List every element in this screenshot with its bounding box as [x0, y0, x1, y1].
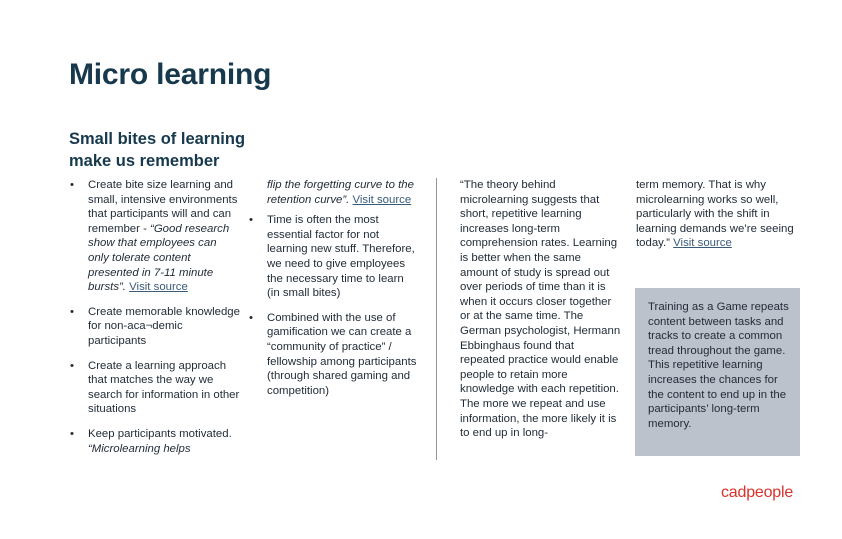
- bullet-quote: “Microlearning helps: [88, 442, 191, 455]
- column-1: [70, 178, 240, 466]
- continued-quote-text: flip the forgetting curve to the retention curve”.: [267, 179, 414, 206]
- theory-quote-continued: [636, 178, 800, 251]
- column-divider: [436, 178, 437, 460]
- bullet-text: Create bite size learning and small, intensive environments that participants will and can remember -: [88, 179, 238, 235]
- visit-source-link[interactable]: Visit source: [352, 193, 412, 206]
- bullet-quote: “Good research show that employees can only tolerate content presented in 7-11 minute bursts”.: [88, 222, 230, 294]
- bullet-text: Keep participants motivated.: [88, 427, 232, 440]
- list-item: [249, 213, 419, 301]
- page-title: Micro learning: [69, 58, 272, 91]
- visit-source-link[interactable]: Visit source: [673, 237, 732, 250]
- list-item: [70, 359, 240, 417]
- page-subtitle: Small bites of learning make us remember: [69, 130, 246, 170]
- bullet-list-1: [70, 178, 240, 456]
- visit-source-link[interactable]: Visit source: [129, 281, 188, 294]
- list-item: [70, 427, 240, 456]
- cadpeople-logo: cadpeople: [721, 484, 794, 501]
- continued-quote: [249, 178, 419, 207]
- bullet-list-2: [249, 213, 419, 398]
- highlight-box-text: Training as a Game repeats content between tasks and tracks to create a common tread throughout the game. This repetitive learning increases the chances for the content to end up in the participants’ long-term memory.: [648, 301, 789, 430]
- list-item: [70, 305, 240, 349]
- bullet-text: Create a learning approach that matches the way we search for information in other situations: [88, 359, 240, 416]
- highlight-box: [635, 288, 800, 456]
- theory-quote-end: term memory. That is why microlearning works so well, particularly with the shift in learning demands we’re seeing today.”: [636, 179, 794, 250]
- bullet-text: Create memorable knowledge for non-aca¬demic participants: [88, 305, 240, 347]
- bullet-text: Time is often the most essential factor for not learning new stuff. Therefore, we need to give employees the necessary time to learn (in small bites): [267, 214, 415, 300]
- list-item: [249, 311, 419, 399]
- theory-quote: “The theory behind microlearning suggests that short, repetitive learning increases long-term comprehension rates. Learning is better when the same amount of study is spread out over periods of time than it is when it occurs closer together or at the same time. The German psychologist, Hermann Ebbinghaus found that repeated practice would enable people to retain more knowledge with each repetition. The more we repeat and use information, the more likely it is to end up in long-: [460, 179, 621, 440]
- column-3: [460, 178, 622, 441]
- list-item: [70, 178, 240, 295]
- column-2: [249, 178, 419, 408]
- bullet-text: Combined with the use of gamification we can create a “community of practice” / fellowship among participants (through shared gaming and competition): [267, 311, 417, 397]
- column-4: [636, 178, 800, 251]
